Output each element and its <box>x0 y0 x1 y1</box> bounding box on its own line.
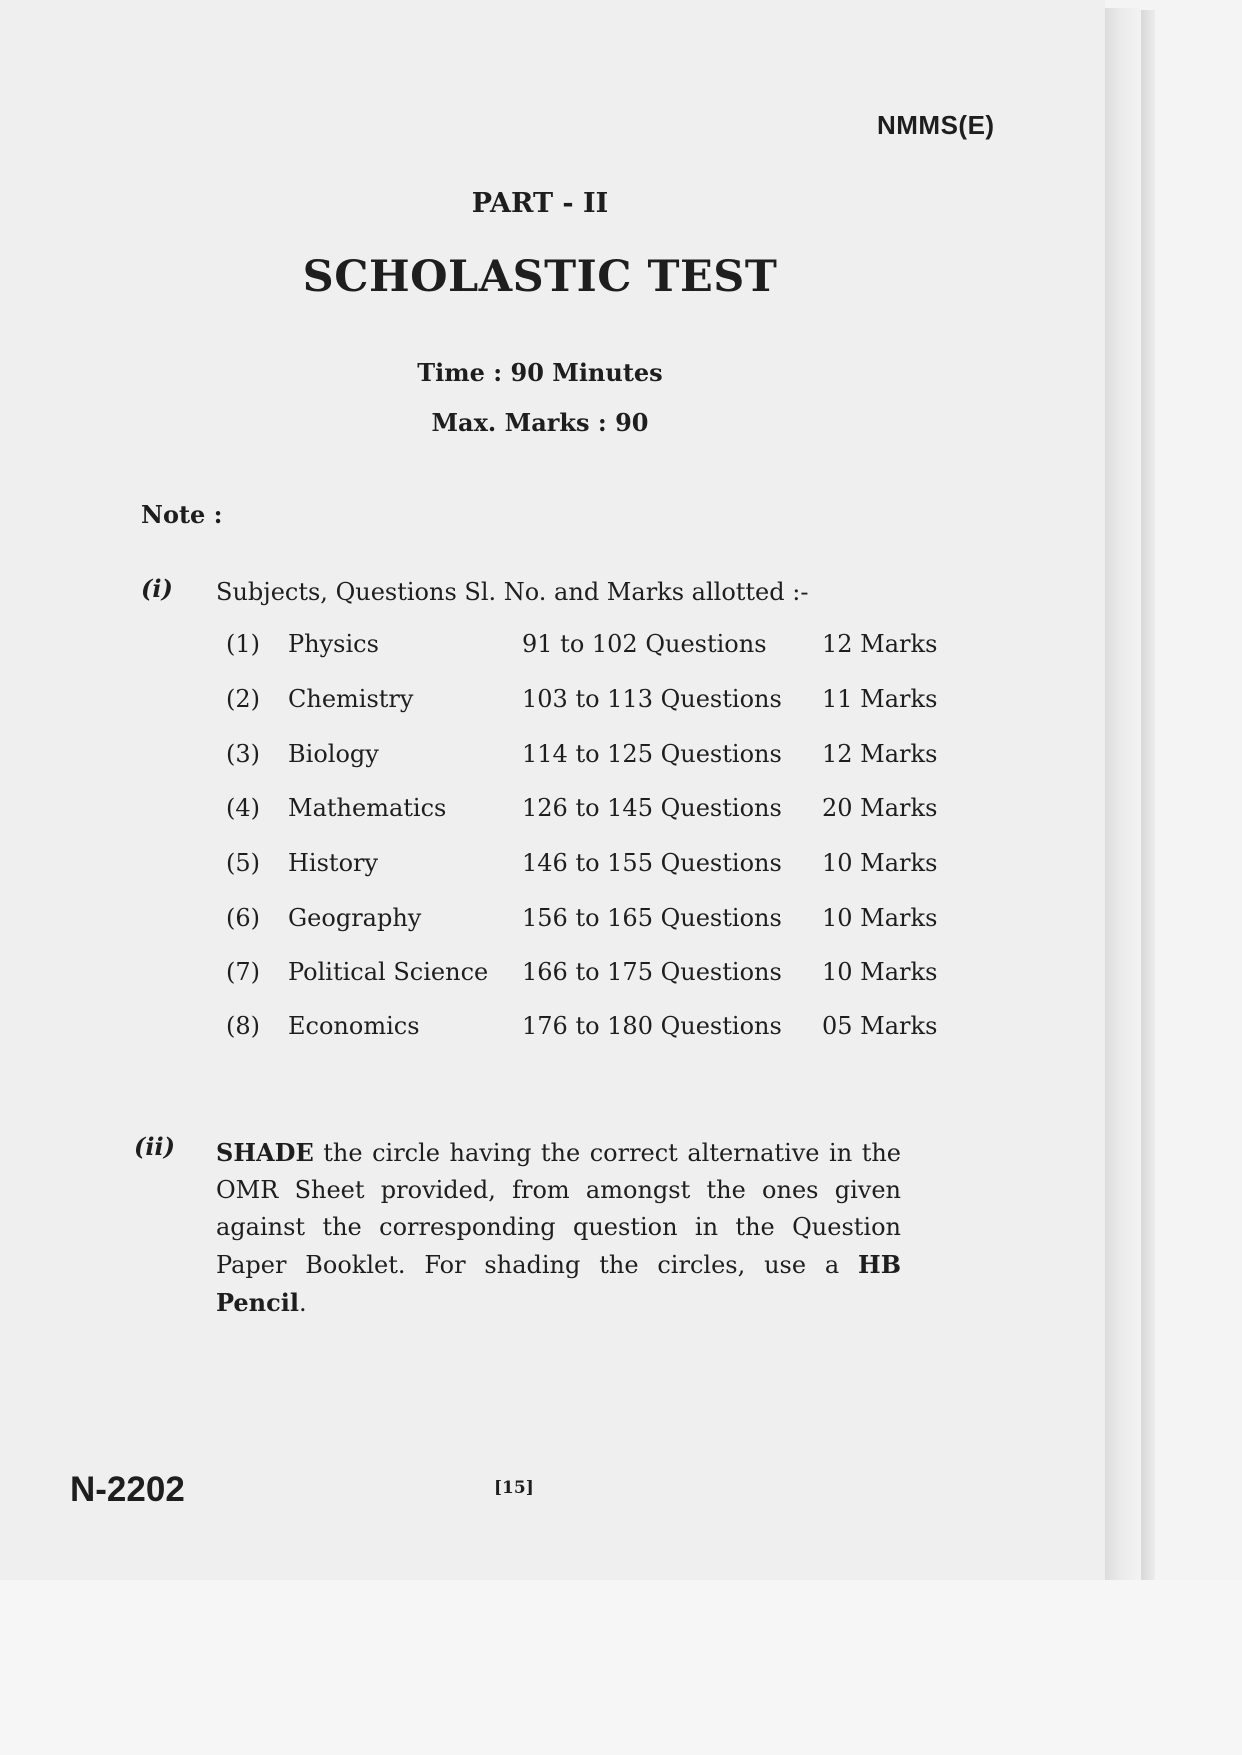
marks-allotted: 11 Marks <box>822 685 938 713</box>
question-range: 91 to 102 Questions <box>522 630 767 658</box>
subject-name: Mathematics <box>288 794 447 822</box>
row-number: (6) <box>226 904 260 932</box>
marks-allotted: 12 Marks <box>822 630 938 658</box>
question-range: 176 to 180 Questions <box>522 1012 782 1040</box>
question-range: 146 to 155 Questions <box>522 849 782 877</box>
max-marks: Max. Marks : 90 <box>431 408 649 437</box>
marks-allotted: 10 Marks <box>822 958 938 986</box>
subject-name: Political Science <box>288 958 489 986</box>
row-number: (7) <box>226 958 260 986</box>
instruction-end: . <box>298 1289 307 1317</box>
question-range: 126 to 145 Questions <box>522 794 782 822</box>
part-heading: PART - II <box>471 188 609 219</box>
shading-instruction <box>216 1134 901 1322</box>
marks-allotted: 20 Marks <box>822 794 938 822</box>
subjects-intro: Subjects, Questions Sl. No. and Marks allotted :- <box>216 578 809 606</box>
scanner-background <box>0 1580 1242 1755</box>
table-row <box>0 1012 1105 1052</box>
subject-name: Biology <box>288 740 379 768</box>
paper-code: NMMS(E) <box>877 110 995 140</box>
table-row <box>0 630 1105 670</box>
instruction-text: the circle having the correct alternative in the OMR Sheet provided, from amongst the ones given against the corresponding question in the Question Paper Booklet. For shading the circles, use a <box>216 1139 901 1279</box>
question-range: 156 to 165 Questions <box>522 904 782 932</box>
row-number: (2) <box>226 685 260 713</box>
table-row <box>0 685 1105 725</box>
time-allowed: Time : 90 Minutes <box>417 358 663 387</box>
marks-allotted: 12 Marks <box>822 740 938 768</box>
table-row <box>0 904 1105 944</box>
subject-name: Physics <box>288 630 379 658</box>
marks-allotted: 10 Marks <box>822 849 938 877</box>
page-number: [15] <box>494 1478 534 1498</box>
instruction-bold-shade: SHADE <box>216 1138 314 1167</box>
question-range: 103 to 113 Questions <box>522 685 782 713</box>
marks-allotted: 10 Marks <box>822 904 938 932</box>
test-title: SCHOLASTIC TEST <box>302 252 778 302</box>
row-number: (8) <box>226 1012 260 1040</box>
booklet-code: N-2202 <box>70 1470 185 1509</box>
page-edge-shadow <box>1105 8 1141 1608</box>
note-label: Note : <box>141 500 223 529</box>
table-row <box>0 794 1105 834</box>
marks-allotted: 05 Marks <box>822 1012 938 1040</box>
subject-name: Chemistry <box>288 685 414 713</box>
row-number: (5) <box>226 849 260 877</box>
row-number: (3) <box>226 740 260 768</box>
subject-name: Geography <box>288 904 422 932</box>
table-row <box>0 740 1105 780</box>
question-range: 114 to 125 Questions <box>522 740 782 768</box>
item-marker-i: (i) <box>141 574 173 603</box>
subject-name: Economics <box>288 1012 420 1040</box>
table-row <box>0 849 1105 889</box>
item-marker-ii: (ii) <box>134 1132 175 1161</box>
instruction-bold-pencil: HB Pencil <box>216 1250 901 1317</box>
table-row <box>0 958 1105 998</box>
page-edge-shadow-outer <box>1141 10 1155 1618</box>
row-number: (1) <box>226 630 260 658</box>
question-range: 166 to 175 Questions <box>522 958 782 986</box>
subject-name: History <box>288 849 379 877</box>
row-number: (4) <box>226 794 260 822</box>
